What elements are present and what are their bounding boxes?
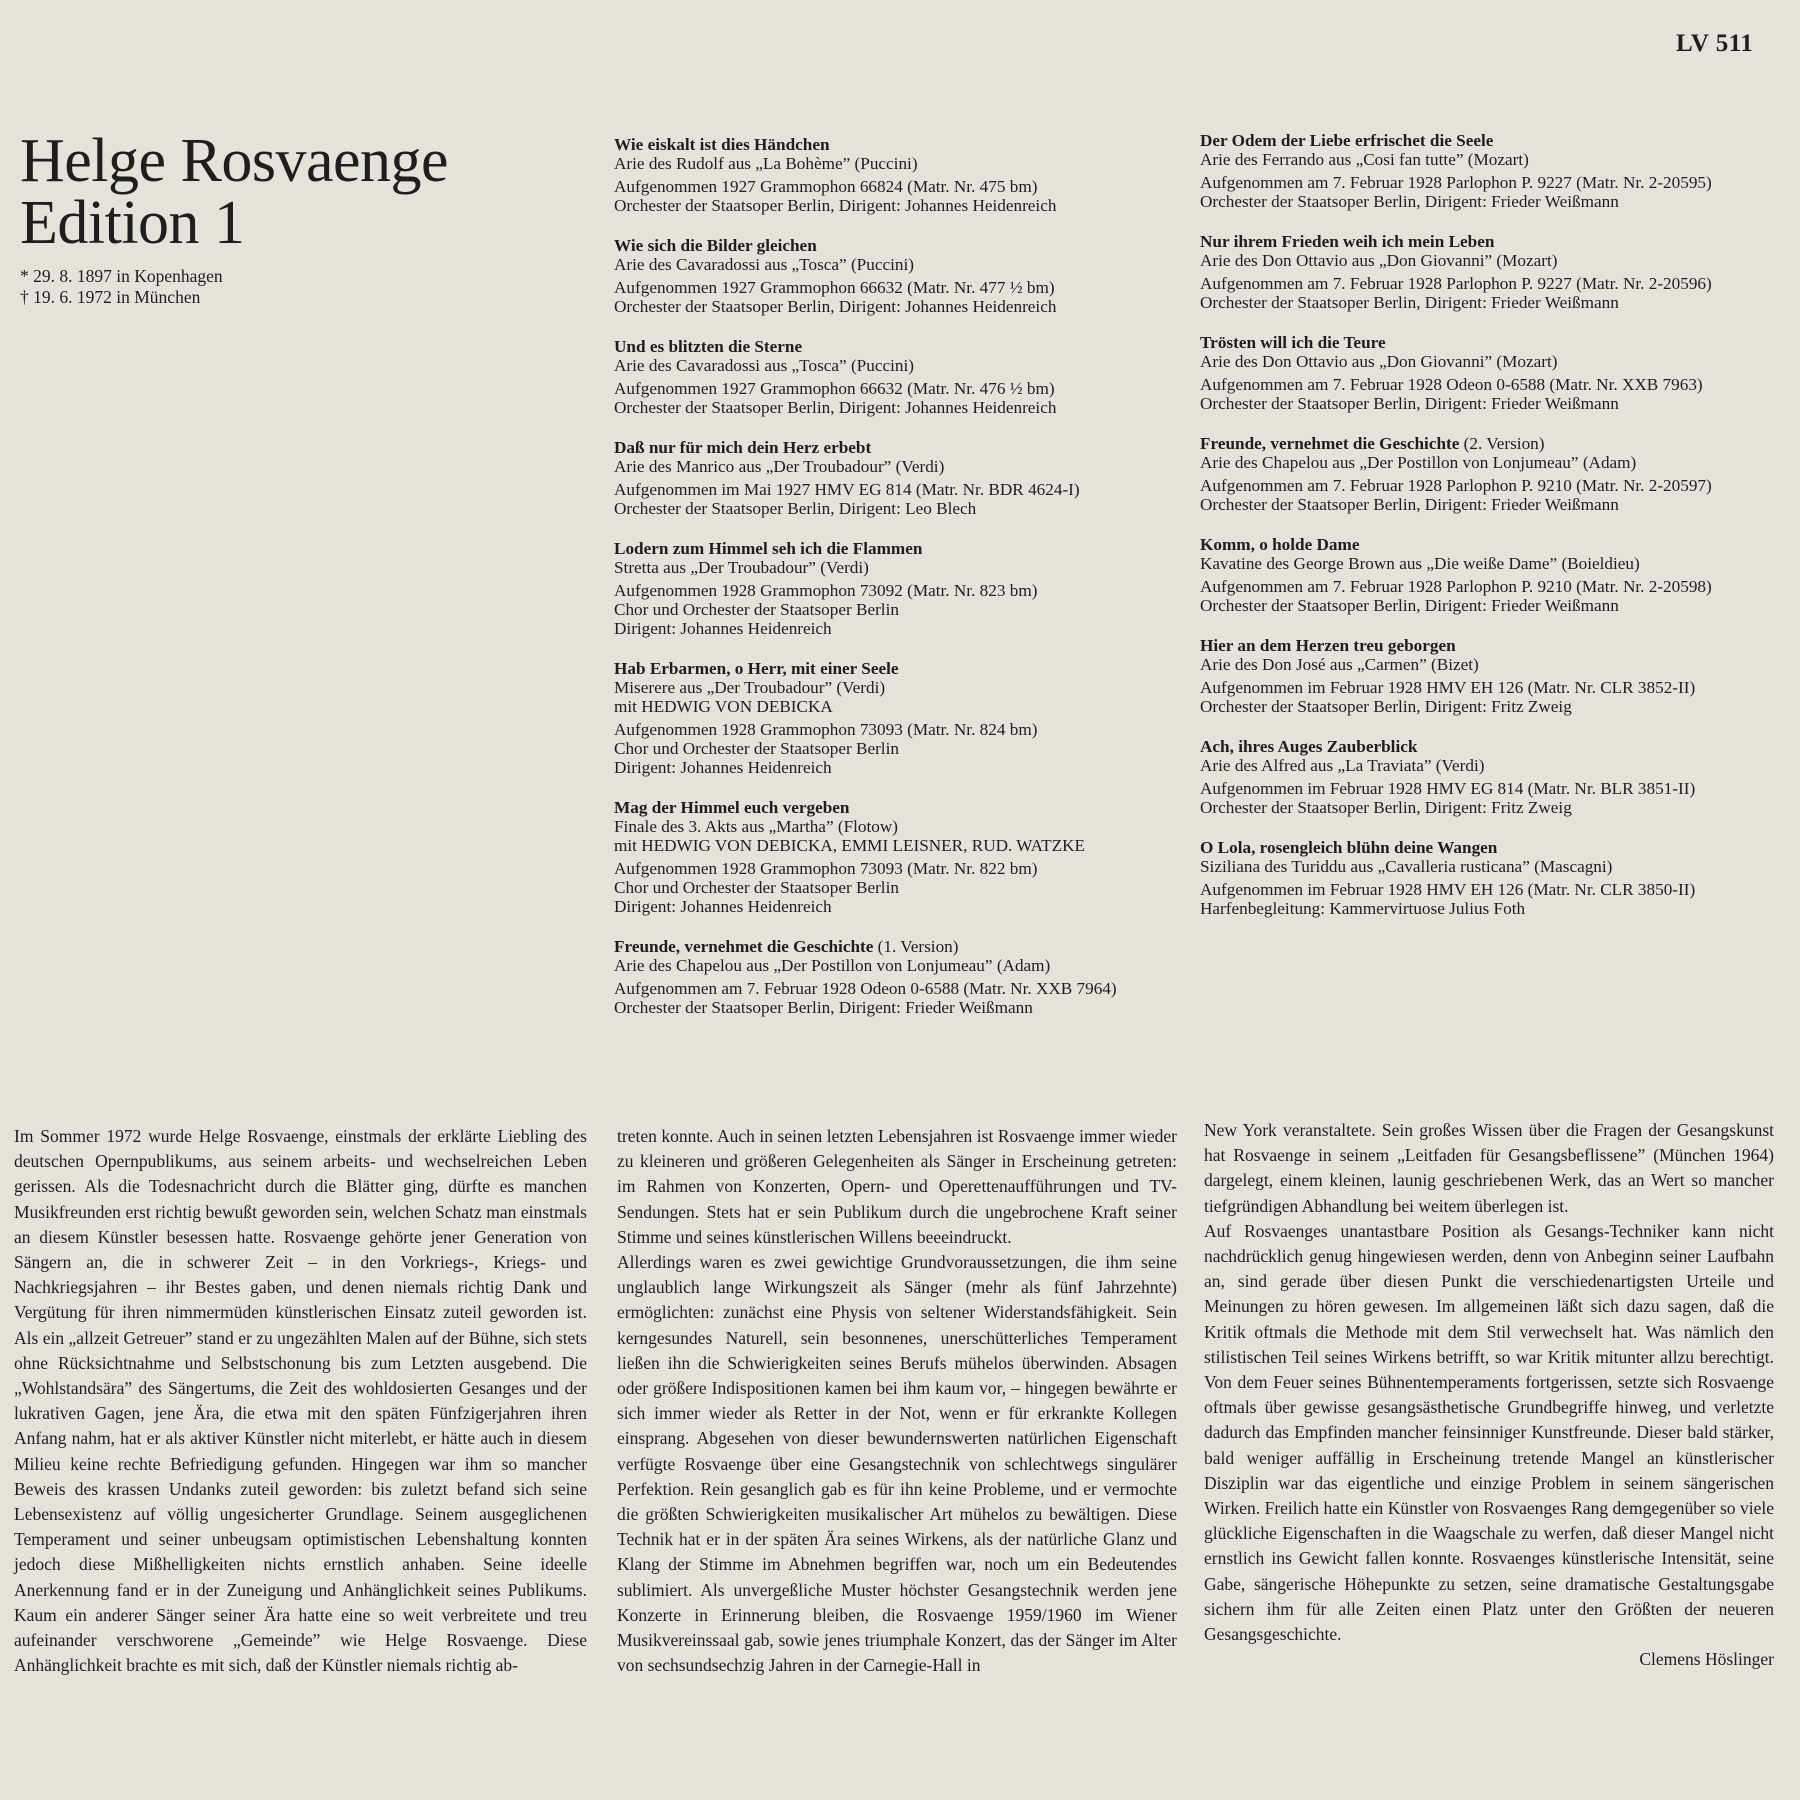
catalog-number: LV 511 [1676, 30, 1754, 57]
track-entry [614, 937, 1154, 1017]
recording-line: Aufgenommen 1928 Grammophon 73093 (Matr. Nr. 824 bm) [614, 720, 1038, 739]
track-version: (1. Version) [873, 937, 959, 956]
birth-date: * 29. 8. 1897 in Kopenhagen [20, 266, 223, 286]
recording-line: Orchester der Staatsoper Berlin, Dirigent: Johannes Heidenreich [614, 398, 1057, 417]
track-title: Freunde, vernehmet die Geschichte [1200, 434, 1460, 453]
recording-line: Aufgenommen 1928 Grammophon 73092 (Matr. Nr. 823 bm) [614, 581, 1038, 600]
track-description: Kavatine des George Brown aus „Die weiße Dame” (Boieldieu) [1200, 554, 1640, 573]
recording-line: Orchester der Staatsoper Berlin, Dirigent: Leo Blech [614, 499, 977, 518]
recording-info [614, 581, 1154, 638]
recording-line: Dirigent: Johannes Heidenreich [614, 897, 832, 916]
track-description: Stretta aus „Der Troubadour” (Verdi) [614, 558, 869, 577]
recording-line: Aufgenommen am 7. Februar 1928 Parlophon P. 9210 (Matr. Nr. 2-20597) [1200, 476, 1712, 495]
track-title: Mag der Himmel euch vergeben [614, 798, 850, 817]
track-title: O Lola, rosengleich blühn deine Wangen [1200, 838, 1498, 857]
recording-info [614, 979, 1154, 1017]
recording-line: Chor und Orchester der Staatsoper Berlin [614, 878, 899, 897]
track-entry [614, 438, 1154, 518]
recording-line: Orchester der Staatsoper Berlin, Dirigent: Fritz Zweig [1200, 798, 1572, 817]
recording-line: Aufgenommen am 7. Februar 1928 Parlophon P. 9227 (Matr. Nr. 2-20595) [1200, 173, 1712, 192]
recording-info [614, 480, 1154, 518]
recording-info [614, 720, 1154, 777]
recording-line: Orchester der Staatsoper Berlin, Dirigent: Johannes Heidenreich [614, 297, 1057, 316]
track-description: Arie des Chapelou aus „Der Postillon von Lonjumeau” (Adam) [1200, 453, 1637, 472]
recording-info [1200, 476, 1790, 514]
track-title: Komm, o holde Dame [1200, 535, 1360, 554]
track-description: Arie des Chapelou aus „Der Postillon von Lonjumeau” (Adam) [614, 956, 1051, 975]
recording-info [1200, 880, 1790, 918]
track-title-line [1200, 131, 1790, 150]
track-entry [614, 135, 1154, 215]
title-line-2: Edition 1 [20, 189, 245, 257]
track-entry [614, 539, 1154, 638]
recording-line: Orchester der Staatsoper Berlin, Dirigent: Frieder Weißmann [1200, 596, 1619, 615]
recording-info [614, 177, 1154, 215]
track-entry [1200, 333, 1790, 413]
recording-info [1200, 375, 1790, 413]
recording-line: Orchester der Staatsoper Berlin, Dirigent: Frieder Weißmann [1200, 192, 1619, 211]
track-title-line [1200, 636, 1790, 655]
title-line-1: Helge Rosvaenge [20, 127, 449, 195]
recording-info [614, 379, 1154, 417]
track-description: Finale des 3. Akts aus „Martha” (Flotow) [614, 817, 899, 836]
track-entry [614, 236, 1154, 316]
recording-line: Orchester der Staatsoper Berlin, Dirigent: Frieder Weißmann [1200, 293, 1619, 312]
track-description: Arie des Cavaradossi aus „Tosca” (Puccini) [614, 356, 914, 375]
recording-info [1200, 678, 1790, 716]
track-description: Arie des Manrico aus „Der Troubadour” (Verdi) [614, 457, 945, 476]
essay-paragraph: Auf Rosvaenges unantastbare Position als Gesangs-Techniker kann nicht nachdrücklich genug hingewiesen werden, denn von Anbeginn seiner Laufbahn an, sind gerade über diesen Punkt die verschiedenartigsten Urteile und Meinungen zu hören gewesen. Im allgemeinen läßt sich dazu sagen, daß die Kritik oftmals die Methode mit dem Stil verwechselt hat. Was nämlich den stilistischen Teil seines Wirkens betrifft, so war Kritik mitunter allzu berechtigt. Von dem Feuer seines Bühnentemperaments fortgerissen, setzte sich Rosvaenge oftmals über gewisse gesangsästhetische Grundbegriffe hinweg, und verletzte dadurch das Empfinden mancher feinsinniger Kunstfreunde. Dieser bald stärker, bald weniger auffällig in Erscheinung tretende Mangel an künstlerischer Disziplin war das eigentliche und einzige Problem in seinem sängerischen Wirken. Freilich hatte ein Künstler von Rosvaenges Rang demgegenüber so viele glückliche Eigenschaften in die Waagschale zu werfen, daß dieser Mangel nicht ernstlich ins Gewicht fallen konnte. Rosvaenges künstlerische Intensität, seine Gabe, sängerische Höhepunkte zu setzen, seine dramatische Gestaltungsgabe sichern ihm für alle Zeiten einen Platz unter den Größten der neueren Gesangsgeschichte. [1204, 1220, 1774, 1645]
track-description: Arie des Rudolf aus „La Bohème” (Puccini) [614, 154, 918, 173]
essay-column-1 [14, 1124, 587, 1678]
track-entry [1200, 434, 1790, 514]
track-title: Wie sich die Bilder gleichen [614, 236, 817, 255]
track-title: Lodern zum Himmel seh ich die Flammen [614, 539, 923, 558]
track-title-line [1200, 333, 1790, 352]
recording-line: Aufgenommen am 7. Februar 1928 Parlophon P. 9227 (Matr. Nr. 2-20596) [1200, 274, 1712, 293]
recording-info [614, 859, 1154, 916]
track-title: Wie eiskalt ist dies Händchen [614, 135, 830, 154]
track-entry [1200, 232, 1790, 312]
track-title-line [614, 438, 1154, 457]
track-description: mit HEDWIG VON DEBICKA, EMMI LEISNER, RUD. WATZKE [614, 836, 1086, 855]
essay-column-2 [617, 1124, 1177, 1678]
recording-line: Aufgenommen im Februar 1928 HMV EH 126 (Matr. Nr. CLR 3850-II) [1200, 880, 1696, 899]
recording-info [1200, 577, 1790, 615]
track-title: Freunde, vernehmet die Geschichte [614, 937, 874, 956]
essay-column-3 [1204, 1118, 1774, 1672]
track-description: Siziliana des Turiddu aus „Cavalleria rusticana” (Mascagni) [1200, 857, 1613, 876]
recording-line: Aufgenommen 1927 Grammophon 66824 (Matr. Nr. 475 bm) [614, 177, 1038, 196]
track-title-line [1200, 535, 1790, 554]
track-title: Hab Erbarmen, o Herr, mit einer Seele [614, 659, 899, 678]
recording-line: Aufgenommen im Mai 1927 HMV EG 814 (Matr. Nr. BDR 4624-I) [614, 480, 1080, 499]
track-title: Und es blitzten die Sterne [614, 337, 803, 356]
author-signature: Clemens Höslinger [1639, 1649, 1774, 1670]
essay-paragraph: treten konnte. Auch in seinen letzten Lebensjahren ist Rosvaenge immer wieder zu kleineren und größeren Gelegenheiten als Sänger in Erscheinung getreten: im Rahmen von Konzerten, Opern- und Operettenaufführungen und TV-Sendungen. Stets hat er sein Publikum durch die ungebrochene Kraft seiner Stimme und seines künstlerischen Willens beeeindruckt. [617, 1126, 1177, 1247]
track-title-line [614, 135, 1154, 154]
recording-line: Dirigent: Johannes Heidenreich [614, 619, 832, 638]
recording-line: Aufgenommen am 7. Februar 1928 Odeon 0-6588 (Matr. Nr. XXB 7964) [614, 979, 1117, 998]
track-title: Nur ihrem Frieden weih ich mein Leben [1200, 232, 1495, 251]
track-title-line [1200, 434, 1790, 453]
track-title-line [1200, 232, 1790, 251]
track-version: (2. Version) [1459, 434, 1545, 453]
track-title: Ach, ihres Auges Zauberblick [1200, 737, 1418, 756]
recording-line: Orchester der Staatsoper Berlin, Dirigent: Johannes Heidenreich [614, 196, 1057, 215]
recording-line: Aufgenommen am 7. Februar 1928 Parlophon P. 9210 (Matr. Nr. 2-20598) [1200, 577, 1712, 596]
track-entry [1200, 535, 1790, 615]
track-title: Hier an dem Herzen treu geborgen [1200, 636, 1456, 655]
track-entry [614, 659, 1154, 777]
recording-line: Chor und Orchester der Staatsoper Berlin [614, 739, 899, 758]
track-description: Arie des Don José aus „Carmen” (Bizet) [1200, 655, 1479, 674]
death-date: † 19. 6. 1972 in München [20, 287, 201, 307]
recording-info [1200, 274, 1790, 312]
track-entry [1200, 131, 1790, 211]
track-title-line [1200, 838, 1790, 857]
recording-line: Aufgenommen am 7. Februar 1928 Odeon 0-6588 (Matr. Nr. XXB 7963) [1200, 375, 1703, 394]
track-list-right [1200, 131, 1790, 939]
track-title-line [614, 337, 1154, 356]
track-description: Miserere aus „Der Troubadour” (Verdi) [614, 678, 886, 697]
track-entry [614, 798, 1154, 916]
track-title-line [614, 539, 1154, 558]
recording-line: Orchester der Staatsoper Berlin, Dirigent: Frieder Weißmann [1200, 495, 1619, 514]
recording-line: Orchester der Staatsoper Berlin, Dirigent: Frieder Weißmann [1200, 394, 1619, 413]
page-title [20, 127, 449, 257]
essay-paragraph: New York veranstaltete. Sein großes Wissen über die Fragen der Gesangskunst hat Rosvaenge in seinem „Leitfaden für Gesangsbeflissene” (München 1964) dargelegt, einem kleinen, launig geschriebenen Werk, das an Wert so mancher tiefgründigen Abhandlung bei weitem überlegen ist. [1204, 1120, 1774, 1216]
recording-line: Harfenbegleitung: Kammervirtuose Julius Foth [1200, 899, 1526, 918]
track-entry [1200, 636, 1790, 716]
track-title-line [614, 798, 1154, 817]
track-description: mit HEDWIG VON DEBICKA [614, 697, 833, 716]
recording-line: Orchester der Staatsoper Berlin, Dirigent: Fritz Zweig [1200, 697, 1572, 716]
track-description: Arie des Don Ottavio aus „Don Giovanni” (Mozart) [1200, 352, 1558, 371]
recording-line: Aufgenommen im Februar 1928 HMV EG 814 (Matr. Nr. BLR 3851-II) [1200, 779, 1696, 798]
recording-line: Dirigent: Johannes Heidenreich [614, 758, 832, 777]
track-entry [614, 337, 1154, 417]
recording-line: Aufgenommen im Februar 1928 HMV EH 126 (Matr. Nr. CLR 3852-II) [1200, 678, 1696, 697]
track-title-line [614, 937, 1154, 956]
track-entry [1200, 838, 1790, 918]
recording-line: Aufgenommen 1928 Grammophon 73093 (Matr. Nr. 822 bm) [614, 859, 1038, 878]
recording-line: Aufgenommen 1927 Grammophon 66632 (Matr. Nr. 477 ½ bm) [614, 278, 1055, 297]
track-description: Arie des Alfred aus „La Traviata” (Verdi) [1200, 756, 1485, 775]
track-title: Trösten will ich die Teure [1200, 333, 1386, 352]
track-title: Der Odem der Liebe erfrischet die Seele [1200, 131, 1494, 150]
recording-info [614, 278, 1154, 316]
recording-info [1200, 779, 1790, 817]
track-description: Arie des Don Ottavio aus „Don Giovanni” (Mozart) [1200, 251, 1558, 270]
essay-paragraph: Im Sommer 1972 wurde Helge Rosvaenge, einstmals der erklärte Liebling des deutschen Opernpublikums, aus seinem arbeits- und wechselreichen Leben gerissen. Als die Todesnachricht durch die Blätter ging, dürfte es manchen Musikfreunden erst richtig bewußt geworden sein, welchen Schatz man einstmals an diesem Künstler besessen hatte. Rosvaenge gehörte jener Generation von Sängern an, die in schwerer Zeit – in den Vorkriegs-, Kriegs- und Nachkriegsjahren – ihr Bestes gaben, und denen niemals richtig Dank und Vergütung für ihren nimmermüden künstlerischen Einsatz zuteil geworden ist. Als ein „allzeit Getreuer” stand er zu ungezählten Malen auf der Bühne, sich stets ohne Rücksichtnahme und Selbstschonung bis zum Letzten ausgebend. Die „Wohlstandsära” des Sängertums, die Zeit des wohldosierten Gesanges und der lukrativen Gagen, jene Ära, die etwa mit den späten Fünfzigerjahren ihren Anfang nahm, hat er als aktiver Künstler nicht miterlebt, er hätte auch in diesem Milieu keine rechte Befriedigung gefunden. Hingegen war ihm so mancher Beweis des krassen Undanks zuteil geworden: bis zuletzt befand sich seine Lebensexistenz auf völlig ungesicherter Grundlage. Seinem ausgeglichenen Temperament und seiner unbeugsam optimistischen Lebenshaltung konnten jedoch diese Mißhelligkeiten nichts ernstlich anhaben. Seine ideelle Anerkennung fand er in der Zuneigung und Anhänglichkeit seines Publikums. Kaum ein anderer Sänger seiner Ära hatte eine so weit verbreitete und treu aufeinander verschworene „Gemeinde” wie Helge Rosvaenge. Diese Anhänglichkeit brachte es mit sich, daß der Künstler niemals richtig ab- [14, 1126, 587, 1676]
track-title-line [614, 659, 1154, 678]
track-description: Arie des Ferrando aus „Cosi fan tutte” (Mozart) [1200, 150, 1529, 169]
track-title-line [614, 236, 1154, 255]
recording-info [1200, 173, 1790, 211]
track-list-left [614, 135, 1154, 1038]
recording-line: Chor und Orchester der Staatsoper Berlin [614, 600, 899, 619]
track-entry [1200, 737, 1790, 817]
recording-line: Orchester der Staatsoper Berlin, Dirigent: Frieder Weißmann [614, 998, 1033, 1017]
track-title-line [1200, 737, 1790, 756]
recording-line: Aufgenommen 1927 Grammophon 66632 (Matr. Nr. 476 ½ bm) [614, 379, 1055, 398]
track-description: Arie des Cavaradossi aus „Tosca” (Puccini) [614, 255, 914, 274]
life-dates [20, 266, 223, 308]
track-title: Daß nur für mich dein Herz erbebt [614, 438, 872, 457]
essay-paragraph: Allerdings waren es zwei gewichtige Grundvoraussetzungen, die ihm seine unglaublich lange Wirkungszeit als Sänger (mehr als fünf Jahrzehnte) ermöglichten: zunächst eine Physis von seltener Widerstandsfähigkeit. Sein kerngesundes Naturell, sein besonnenes, unerschütterliches Temperament ließen ihn die Schwierigkeiten seines Berufs mühelos überwinden. Absagen oder größere Indispositionen kamen bei ihm kaum vor, – hingegen bewährte er sich immer wieder als Retter in der Not, wenn er für erkrankte Kollegen einsprang. Abgesehen von dieser bewundernswerten natürlichen Eigenschaft verfügte Rosvaenge über eine Gesangstechnik von schlechtwegs singulärer Perfektion. Rein gesanglich gab es für ihn keine Probleme, und er vermochte die größten Schwierigkeiten musikalischer Art mühelos zu bewältigen. Diese Technik hat er in der späten Ära seines Wirkens, als der natürliche Glanz und Klang der Stimme im Abnehmen begriffen war, noch um ein Bedeutendes sublimiert. Als unvergeßliche Muster höchster Gesangstechnik werden jene Konzerte in Erinnerung bleiben, die Rosvaenge 1959/1960 im Wiener Musikvereinssaal gab, sowie jenes triumphale Konzert, das der Sänger im Alter von sechsundsechzig Jahren in der Carnegie-Hall in [617, 1252, 1177, 1676]
